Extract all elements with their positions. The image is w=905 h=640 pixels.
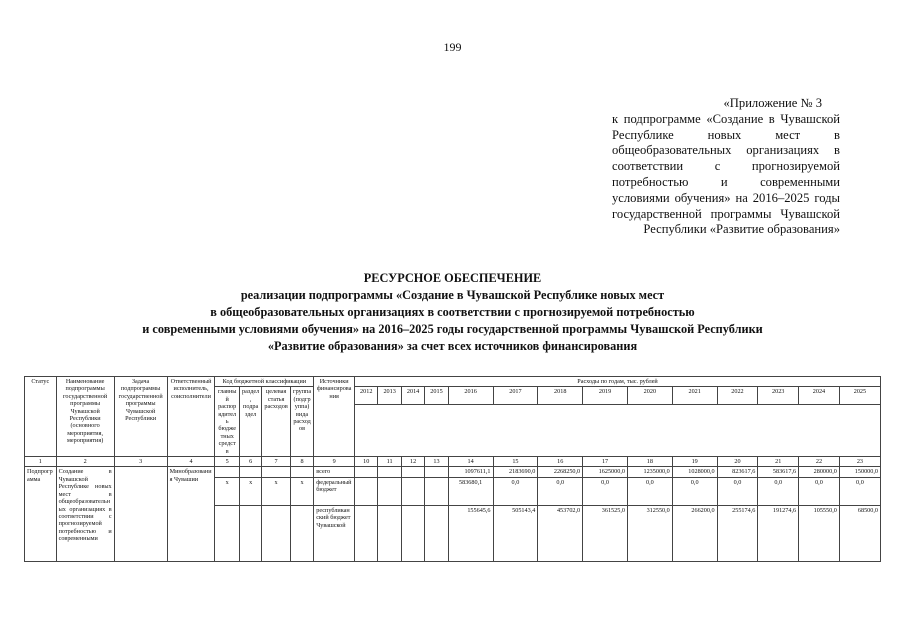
value-cell: 0,0 [583,477,628,505]
header-year: 2020 [627,387,672,405]
column-number: 3 [114,457,167,467]
column-number: 2 [56,457,114,467]
header-year: 2016 [448,387,493,405]
value-cell [425,467,448,477]
page-number: 199 [443,40,462,54]
header-bc-section: раздел, подраздел [239,387,261,457]
column-number: 23 [839,457,880,467]
header-name: Наименование подпрограммы государственной программы Чувашской Республики (основного мероприятия, мероприятия) [56,377,114,457]
value-cell: 68500,0 [839,505,880,561]
value-cell: 2183690,0 [493,467,538,477]
value-cell: 0,0 [538,477,583,505]
column-number: 22 [799,457,840,467]
row-status: Подпрограмма [25,467,57,561]
value-cell: 2268250,0 [538,467,583,477]
value-cell [425,477,448,505]
header-year: 2021 [672,387,717,405]
value-cell [378,477,401,505]
value-cell: 155645,6 [448,505,493,561]
source-label: федеральный бюджет [314,477,355,505]
value-cell: 1028000,0 [672,467,717,477]
source-label: всего [314,467,355,477]
heading-line-5: «Развитие образования» за счет всех источников финансирования [267,339,638,353]
value-cell [425,505,448,561]
value-cell: 505143,4 [493,505,538,561]
table-row [25,467,881,477]
column-number: 10 [355,457,378,467]
value-cell: 1625000,0 [583,467,628,477]
row-code-empty [290,467,313,477]
column-number: 20 [717,457,758,467]
value-cell [355,477,378,505]
value-cell: 361525,0 [583,505,628,561]
column-number: 12 [401,457,424,467]
header-executor: Ответственный исполнитель, соисполнители [167,377,215,457]
row-code-empty [239,505,261,561]
value-cell: 0,0 [627,477,672,505]
value-cell: 1097611,1 [448,467,493,477]
header-budget-code: Код бюджетной классификации [215,377,314,387]
header-year: 2012 [355,387,378,405]
heading-line-1: РЕСУРСНОЕ ОБЕСПЕЧЕНИЕ [363,271,542,285]
value-cell: 1235000,0 [627,467,672,477]
row-code-section: x [239,477,261,505]
value-cell [355,467,378,477]
value-cell: 312550,0 [627,505,672,561]
value-cell: 823617,6 [717,467,758,477]
row-code-empty [215,467,239,477]
header-year: 2017 [493,387,538,405]
value-cell: 191274,6 [758,505,799,561]
column-number: 8 [290,457,313,467]
value-cell: 0,0 [493,477,538,505]
header-year: 2014 [401,387,424,405]
value-cell: 583680,1 [448,477,493,505]
column-number: 13 [425,457,448,467]
header-year: 2019 [583,387,628,405]
header-status: Статус [25,377,57,457]
appendix-note [612,96,840,238]
heading-line-4: и современными условиями обучения» на 2016–2025 годы государственной программы Чувашской Республики [142,322,763,336]
header-bc-group: группа (подгруппа) вида расходов [290,387,313,457]
header-year: 2025 [839,387,880,405]
value-cell: 0,0 [758,477,799,505]
column-number: 19 [672,457,717,467]
value-cell: 266200,0 [672,505,717,561]
column-numbers-row [25,457,881,467]
value-cell [401,467,424,477]
header-source: Источники финансирования [314,377,355,457]
value-cell: 255174,6 [717,505,758,561]
column-number: 4 [167,457,215,467]
column-number: 16 [538,457,583,467]
appendix-text: к подпрограмме «Создание в Чувашской Республике новых мест в общеобразовательных организациях в соответствии с прогнозируемой потребностью и современными условиями обучения» на 2016–2025 годы государственной программы Чувашской Республики «Развитие образования» [612,111,840,237]
value-cell [378,467,401,477]
column-number: 6 [239,457,261,467]
header-bc-article: целевая статья расходов [262,387,291,457]
document-heading [0,270,905,355]
header-year: 2015 [425,387,448,405]
heading-line-3: в общеобразовательных организациях в соответствии с прогнозируемой потребностью [210,305,695,319]
column-number: 18 [627,457,672,467]
row-code-group: x [290,477,313,505]
appendix-title: «Приложение № 3 [723,96,822,110]
column-number: 17 [583,457,628,467]
header-year: 2018 [538,387,583,405]
header-years-spacer [355,405,881,457]
value-cell: 0,0 [839,477,880,505]
row-executor: Минобразования Чувашии [167,467,215,561]
column-number: 5 [215,457,239,467]
header-year: 2023 [758,387,799,405]
column-number: 15 [493,457,538,467]
header-expenses: Расходы по годам, тыс. рублей [355,377,881,387]
value-cell: 0,0 [672,477,717,505]
value-cell: 105550,0 [799,505,840,561]
value-cell: 0,0 [717,477,758,505]
value-cell [355,505,378,561]
column-number: 9 [314,457,355,467]
column-number: 11 [378,457,401,467]
row-code-empty [262,505,291,561]
header-bc-admin: главный распорядитель бюджетных средств [215,387,239,457]
resource-table [24,376,881,562]
value-cell: 583617,6 [758,467,799,477]
column-number: 21 [758,457,799,467]
header-year: 2013 [378,387,401,405]
heading-line-2: реализации подпрограммы «Создание в Чувашской Республике новых мест [240,288,665,302]
value-cell: 0,0 [799,477,840,505]
column-number: 7 [262,457,291,467]
source-label: республиканский бюджет Чувашской [314,505,355,561]
value-cell: 453702,0 [538,505,583,561]
row-code-empty [262,467,291,477]
header-task: Задача подпрограммы государственной программы Чувашской Республики [114,377,167,457]
row-task [114,467,167,561]
value-cell: 280000,0 [799,467,840,477]
value-cell [378,505,401,561]
column-number: 1 [25,457,57,467]
value-cell: 150000,0 [839,467,880,477]
header-year: 2022 [717,387,758,405]
column-number: 14 [448,457,493,467]
row-code-empty [239,467,261,477]
header-year: 2024 [799,387,840,405]
value-cell [401,505,424,561]
row-code-admin: x [215,477,239,505]
value-cell [401,477,424,505]
row-code-empty [215,505,239,561]
row-code-article: x [262,477,291,505]
row-code-empty [290,505,313,561]
row-name: Создание в Чувашской Республике новых мест в общеобразовательных организациях в соответствии с прогнозируемой потребностью и современными [56,467,114,561]
